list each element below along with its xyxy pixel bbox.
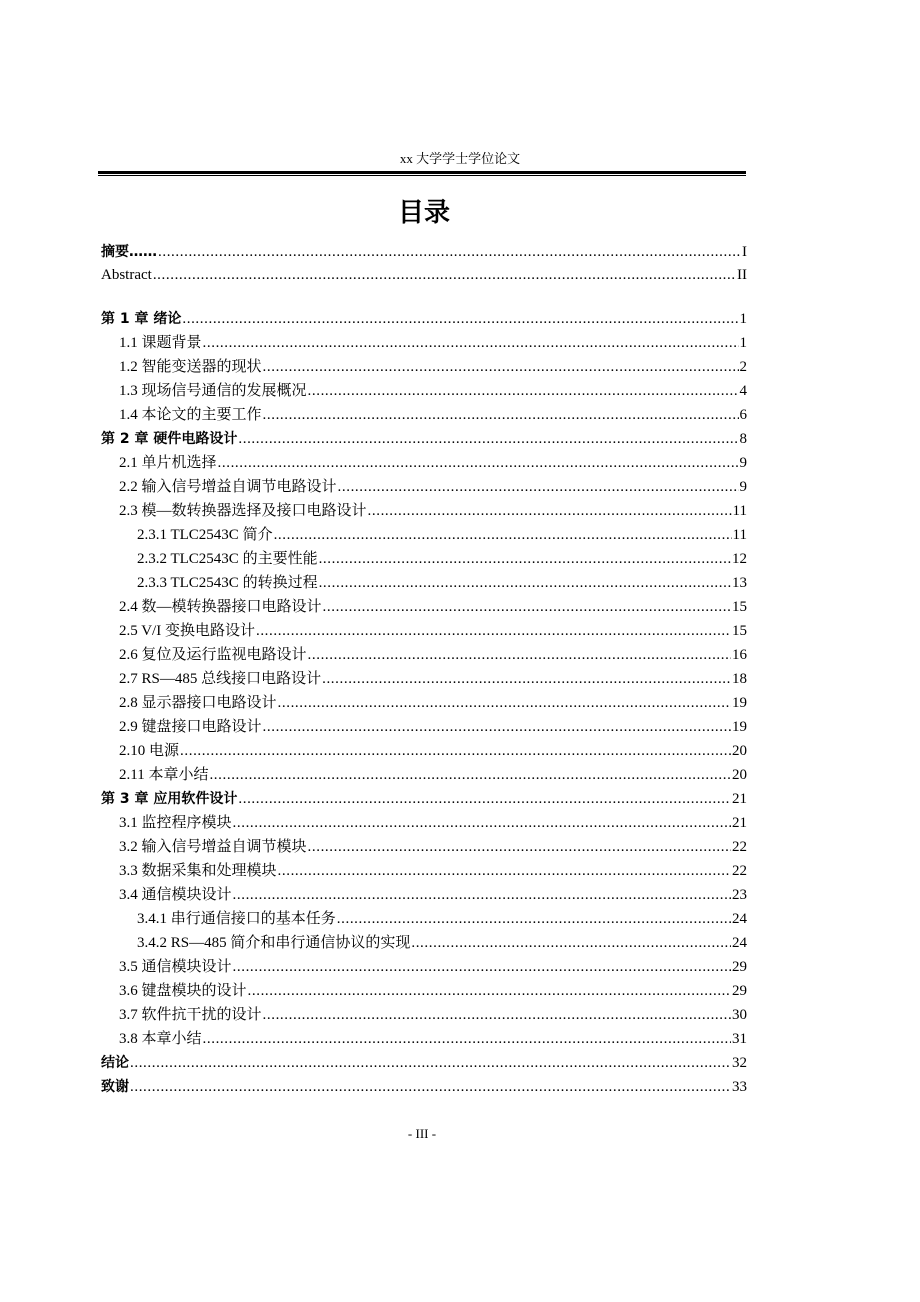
toc-entry-page: 1 <box>739 335 747 351</box>
toc-entry-page: 1 <box>739 311 747 327</box>
toc-leader-dots <box>130 1051 731 1075</box>
toc-leader-dots <box>130 1075 731 1099</box>
toc-entry[interactable] <box>119 811 747 835</box>
toc-entry-page: 21 <box>732 815 747 831</box>
toc-leader-dots <box>319 547 731 571</box>
toc-entry-label: 2.6 复位及运行监视电路设计 <box>119 647 307 663</box>
toc-entry[interactable] <box>119 451 747 475</box>
toc-leader-dots <box>256 619 731 643</box>
toc-entry-label: 2.3.1 TLC2543C 简介 <box>137 527 273 543</box>
toc-entry-label: 2.3.3 TLC2543C 的转换过程 <box>137 575 318 591</box>
toc-entry-page: 29 <box>732 983 747 999</box>
toc-entry-label: 第 3 章 应用软件设计 <box>101 791 238 807</box>
toc-leader-dots <box>263 355 739 379</box>
toc-entry-label: 3.4.1 串行通信接口的基本任务 <box>137 911 336 927</box>
toc-entry[interactable] <box>137 523 747 547</box>
toc-entry[interactable] <box>119 379 747 403</box>
toc-entry[interactable] <box>101 263 747 287</box>
toc-leader-dots <box>158 240 741 264</box>
toc-entry-page: 21 <box>732 791 747 807</box>
toc-leader-dots <box>308 835 731 859</box>
toc-leader-dots <box>182 307 738 331</box>
toc-entry[interactable] <box>137 931 747 955</box>
toc-entry[interactable] <box>101 787 747 811</box>
toc-leader-dots <box>337 907 731 931</box>
toc-entry-page: 9 <box>739 479 747 495</box>
toc-entry[interactable] <box>119 955 747 979</box>
toc-entry-page: 8 <box>739 431 747 447</box>
toc-entry[interactable] <box>119 859 747 883</box>
toc-entry[interactable] <box>119 619 747 643</box>
page-title: 目录 <box>397 198 450 228</box>
toc-entry-page: 11 <box>732 503 747 519</box>
toc-leader-dots <box>308 379 739 403</box>
toc-entry-page: 29 <box>732 959 747 975</box>
toc-leader-dots <box>203 1027 731 1051</box>
toc-entry-page: 15 <box>732 599 747 615</box>
toc-entry[interactable] <box>119 1003 747 1027</box>
toc-entry-label: 1.4 本论文的主要工作 <box>119 407 262 423</box>
toc-leader-dots <box>323 595 731 619</box>
toc-entry-label: Abstract <box>101 267 152 283</box>
toc-entry-label: 3.7 软件抗干扰的设计 <box>119 1007 262 1023</box>
toc-leader-dots <box>319 571 731 595</box>
toc-entry-label: 第 1 章 绪论 <box>101 311 182 327</box>
toc-entry[interactable] <box>119 715 747 739</box>
toc-entry-page: 33 <box>732 1079 747 1095</box>
toc-entry[interactable] <box>119 355 747 379</box>
toc-entry-page: 19 <box>732 719 747 735</box>
toc-leader-dots <box>308 643 731 667</box>
toc-entry-label: 2.10 电源 <box>119 743 180 759</box>
toc-entry-label: 3.1 监控程序模块 <box>119 815 232 831</box>
toc-entry-label: 3.4.2 RS—485 简介和串行通信协议的实现 <box>137 935 411 951</box>
toc-entry[interactable] <box>119 763 747 787</box>
toc-entry-label: 致谢 <box>101 1079 129 1095</box>
toc-entry-label: 2.3.2 TLC2543C 的主要性能 <box>137 551 318 567</box>
toc-leader-dots <box>218 451 739 475</box>
toc-leader-dots <box>274 523 732 547</box>
toc-entry-label: 2.1 单片机选择 <box>119 455 217 471</box>
toc-entry-label: 3.4 通信模块设计 <box>119 887 232 903</box>
toc-entry-label: 2.9 键盘接口电路设计 <box>119 719 262 735</box>
toc-entry-page: 24 <box>732 911 747 927</box>
toc-entry-page: 4 <box>739 383 747 399</box>
toc-entry-label: 摘要…… <box>101 244 157 260</box>
toc-leader-dots <box>263 715 731 739</box>
toc-leader-dots <box>263 403 739 427</box>
toc-entry-label: 3.6 键盘模块的设计 <box>119 983 247 999</box>
toc-entry[interactable] <box>119 691 747 715</box>
toc-entry-page: 19 <box>732 695 747 711</box>
toc-entry[interactable] <box>119 1027 747 1051</box>
toc-entry-page: 20 <box>732 743 747 759</box>
toc-entry-page: 6 <box>739 407 747 423</box>
toc-entry-label: 2.11 本章小结 <box>119 767 209 783</box>
toc-entry-page: 31 <box>732 1031 747 1047</box>
toc-entry-page: 20 <box>732 767 747 783</box>
toc-entry-label: 2.3 模—数转换器选择及接口电路设计 <box>119 503 367 519</box>
toc-entry-page: 11 <box>732 527 747 543</box>
toc-leader-dots <box>233 883 731 907</box>
toc-entry[interactable] <box>119 739 747 763</box>
toc-entry-label: 2.4 数—模转换器接口电路设计 <box>119 599 322 615</box>
toc-entry-label: 1.3 现场信号通信的发展概况 <box>119 383 307 399</box>
toc-leader-dots <box>209 763 731 787</box>
toc-entry[interactable] <box>137 907 747 931</box>
toc-entry-page: 15 <box>732 623 747 639</box>
toc-entry-label: 1.2 智能变送器的现状 <box>119 359 262 375</box>
toc-leader-dots <box>233 955 731 979</box>
toc-leader-dots <box>153 263 736 287</box>
toc-entry[interactable] <box>137 547 747 571</box>
toc-entry-page: 18 <box>732 671 747 687</box>
toc-entry-label: 3.3 数据采集和处理模块 <box>119 863 277 879</box>
toc-leader-dots <box>411 931 731 955</box>
toc-entry[interactable] <box>119 643 747 667</box>
toc-entry-label: 3.5 通信模块设计 <box>119 959 232 975</box>
toc-leader-dots <box>180 739 731 763</box>
toc-entry-label: 3.2 输入信号增益自调节模块 <box>119 839 307 855</box>
toc-entry-page: 22 <box>732 839 747 855</box>
toc-entry[interactable] <box>119 331 747 355</box>
toc-entry-label: 结论 <box>101 1055 129 1071</box>
toc-entry-page: II <box>737 267 747 283</box>
toc-entry-page: 23 <box>732 887 747 903</box>
toc-entry[interactable] <box>119 475 747 499</box>
running-header: xx 大学学士学位论文 <box>399 151 521 166</box>
toc-entry[interactable] <box>119 499 747 523</box>
toc-leader-dots <box>338 475 739 499</box>
toc-entry-label: 3.8 本章小结 <box>119 1031 202 1047</box>
toc-leader-dots <box>278 859 731 883</box>
toc-leader-dots <box>238 427 738 451</box>
toc-entry[interactable] <box>101 1051 747 1075</box>
toc-leader-dots <box>263 1003 731 1027</box>
toc-leader-dots <box>238 787 731 811</box>
toc-entry-page: 9 <box>739 455 747 471</box>
toc-entry[interactable] <box>101 427 747 451</box>
toc-entry[interactable] <box>119 667 747 691</box>
toc-entry-label: 2.2 输入信号增益自调节电路设计 <box>119 479 337 495</box>
toc-entry-label: 2.8 显示器接口电路设计 <box>119 695 277 711</box>
toc-entry-label: 2.5 V/I 变换电路设计 <box>119 623 255 639</box>
toc-entry-page: 13 <box>732 575 747 591</box>
toc-leader-dots <box>368 499 732 523</box>
toc-entry[interactable] <box>101 307 747 331</box>
toc-entry[interactable] <box>119 835 747 859</box>
page-number: - III - <box>407 1126 437 1141</box>
toc-entry-page: 30 <box>732 1007 747 1023</box>
toc-leader-dots <box>233 811 731 835</box>
toc-entry[interactable] <box>119 883 747 907</box>
toc-entry-page: 2 <box>739 359 747 375</box>
toc-entry-page: 32 <box>732 1055 747 1071</box>
toc-entry[interactable] <box>101 240 747 264</box>
toc-entry-label: 第 2 章 硬件电路设计 <box>101 431 238 447</box>
toc-leader-dots <box>248 979 731 1003</box>
toc-leader-dots <box>278 691 731 715</box>
toc-entry[interactable] <box>119 979 747 1003</box>
toc-entry-page: I <box>742 244 747 260</box>
toc-entry-page: 12 <box>732 551 747 567</box>
toc-entry[interactable] <box>101 1075 747 1099</box>
toc-entry[interactable] <box>137 571 747 595</box>
toc-leader-dots <box>203 331 739 355</box>
toc-leader-dots <box>322 667 731 691</box>
toc-entry-page: 22 <box>732 863 747 879</box>
toc-entry-label: 2.7 RS—485 总线接口电路设计 <box>119 671 322 687</box>
toc-entry[interactable] <box>119 403 747 427</box>
toc-entry-page: 24 <box>732 935 747 951</box>
toc-entry[interactable] <box>119 595 747 619</box>
toc-entry-page: 16 <box>732 647 747 663</box>
toc-entry-label: 1.1 课题背景 <box>119 335 202 351</box>
